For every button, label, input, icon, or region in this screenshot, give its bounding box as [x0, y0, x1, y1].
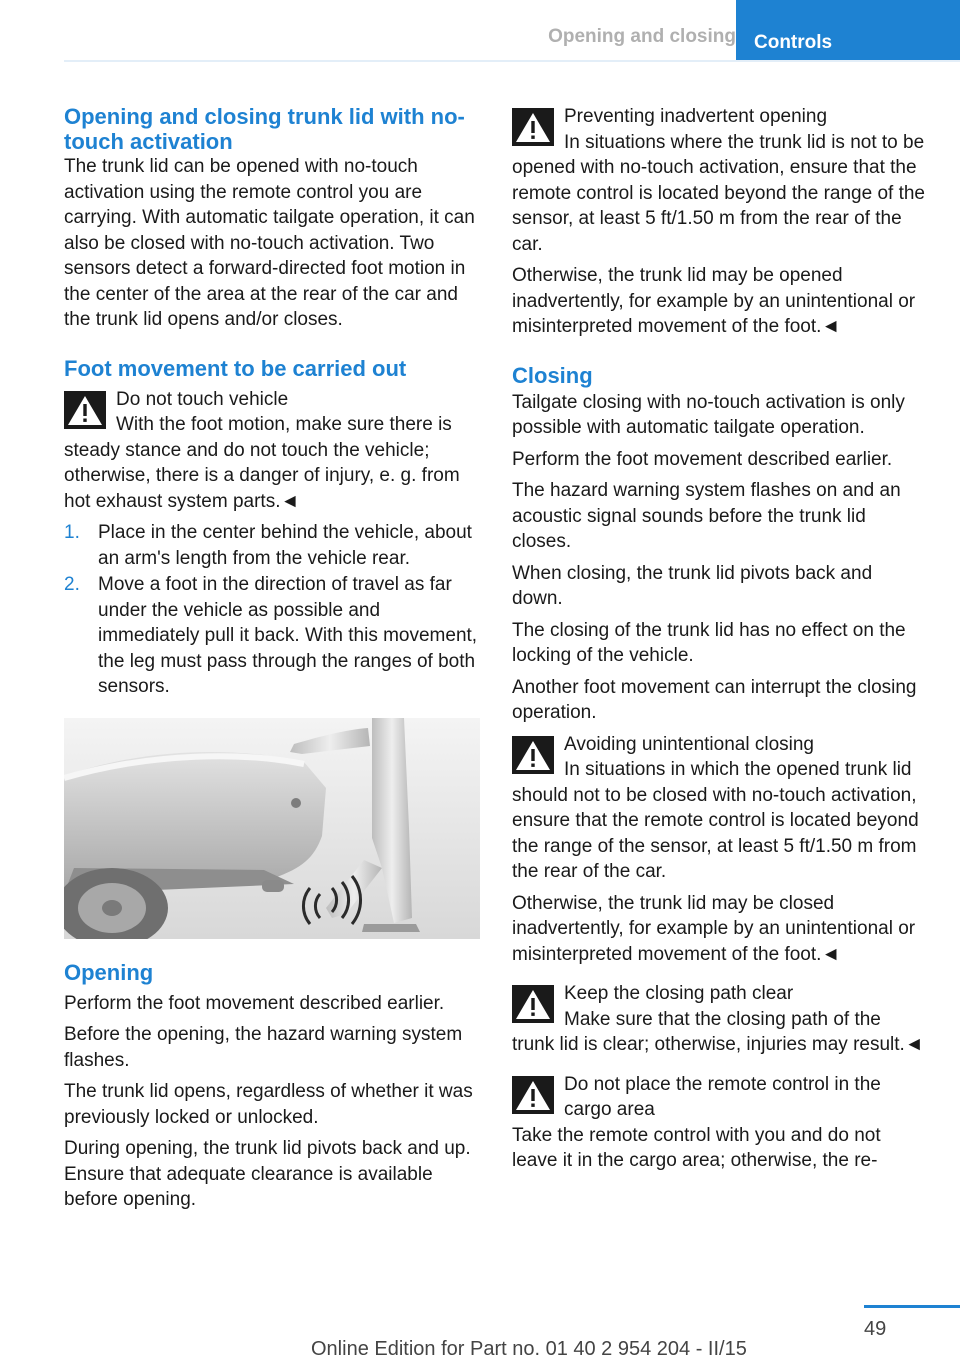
- opening-heading: Opening: [64, 959, 154, 985]
- intro-paragraph: The trunk lid can be opened with no-touch activation using the remote control you are carrying. With automatic tailgate operation, it can also be closed with no-touch activation. Two sensors detect a forward-directed foot motion in the center of the area at the rear of the car and the trunk lid opens and/or closes.: [64, 156, 475, 330]
- closing-paragraph-1: Tailgate closing with no-touch activation is only possible with automatic tailgate operation.: [512, 391, 905, 438]
- header-rule: [64, 60, 960, 62]
- foot-movement-heading: Foot movement to be carried out: [64, 355, 407, 381]
- closing-paragraph-4: When closing, the trunk lid pivots back and down.: [512, 562, 873, 609]
- warning-text: Make sure that the closing path of the trunk lid is clear; otherwise, injuries may result.◄: [512, 1008, 924, 1055]
- edition-footer: Online Edition for Part no. 01 40 2 954 204 - II/15: [311, 1338, 747, 1360]
- warning-triangle-icon: [512, 1076, 554, 1114]
- left-column: [64, 104, 480, 1219]
- warning-unintentional-closing: [512, 732, 928, 885]
- warning-title: Preventing inadvertent opening: [564, 106, 828, 127]
- right-column: [512, 104, 928, 1180]
- closing-paragraph-5: The closing of the trunk lid has no effect on the locking of the vehicle.: [512, 619, 906, 666]
- warning-title: Do not place the remote control in the cargo area: [564, 1073, 881, 1120]
- warning-text: With the foot motion, make sure there is steady stance and do not touch the vehicle; otherwise, there is a danger of injury, e. g. from hot exhaust system parts.◄: [64, 414, 460, 512]
- opening-paragraph-3: The trunk lid opens, regardless of whether it was previously locked or unlocked.: [64, 1081, 473, 1128]
- closing-paragraph-6: Another foot movement can interrupt the closing operation.: [512, 676, 917, 723]
- step-number: 2.: [64, 574, 80, 595]
- list-item: [64, 520, 480, 571]
- closing-paragraph-3: The hazard warning system flashes on and an acoustic signal sounds before the trunk lid closes.: [512, 480, 901, 552]
- warning-do-not-touch: [64, 387, 480, 515]
- warning-title: Do not touch vehicle: [116, 388, 289, 410]
- warning-title: Avoiding unintentional closing: [564, 733, 814, 755]
- foot-movement-illustration: [64, 718, 480, 939]
- warning-triangle-icon: [64, 391, 106, 429]
- warning-text: In situations where the trunk lid is not to be opened with no-touch activation, ensure that the remote control is located beyond the range of the sensor, at least 5 ft/1.50 m from the rear of the car.: [512, 131, 925, 255]
- step-text: Place in the center behind the vehicle, about an arm's length from the vehicle rear.: [98, 522, 472, 569]
- warning-triangle-icon: [512, 736, 554, 774]
- step-number: 1.: [64, 522, 80, 543]
- warning-followup: Otherwise, the trunk lid may be closed inadvertently, for example by an unintentional or misinterpreted movement of the foot.◄: [512, 892, 916, 965]
- section-title: Opening and closing trunk lid with no-touch activation: [64, 104, 465, 154]
- opening-paragraph-1: Perform the foot movement described earlier.: [64, 992, 445, 1014]
- step-text: Move a foot in the direction of travel as far under the vehicle as possible and immediately pull it back. With this movement, the leg must pass through the ranges of both sensors.: [98, 574, 478, 697]
- running-header-section: Opening and closing: [548, 26, 736, 47]
- warning-followup: Otherwise, the trunk lid may be opened inadvertently, for example by an unintentional or misinterpreted movement of the foot.◄: [512, 265, 916, 337]
- opening-paragraph-2: Before the opening, the hazard warning system flashes.: [64, 1024, 463, 1071]
- closing-paragraph-2: Perform the foot movement described earlier.: [512, 448, 893, 470]
- warning-title: Keep the closing path clear: [564, 983, 794, 1004]
- warning-remote-in-cargo: [512, 1072, 928, 1174]
- page-number: 49: [864, 1318, 887, 1340]
- running-header-chapter-tab: [736, 0, 960, 60]
- closing-heading: Closing: [512, 362, 593, 388]
- list-item: [64, 572, 480, 700]
- warning-text: Take the remote control with you and do not leave it in the cargo area; otherwise, the re-: [512, 1124, 881, 1171]
- chapter-label: Controls: [754, 32, 833, 53]
- warning-inadvertent-opening: [512, 104, 928, 257]
- opening-paragraph-4: During opening, the trunk lid pivots back and up. Ensure that adequate clearance is available before opening.: [64, 1138, 471, 1210]
- warning-triangle-icon: [512, 985, 554, 1023]
- warning-text: In situations in which the opened trunk lid should not to be closed with no-touch activation, ensure that the remote control is located beyond the range of the sensor, at least 5 ft/1.50 m from the rear of the car.: [512, 759, 919, 882]
- warning-triangle-icon: [512, 108, 554, 146]
- footer-rule: [864, 1305, 960, 1308]
- warning-closing-path: [512, 981, 928, 1058]
- steps-list: [64, 520, 480, 700]
